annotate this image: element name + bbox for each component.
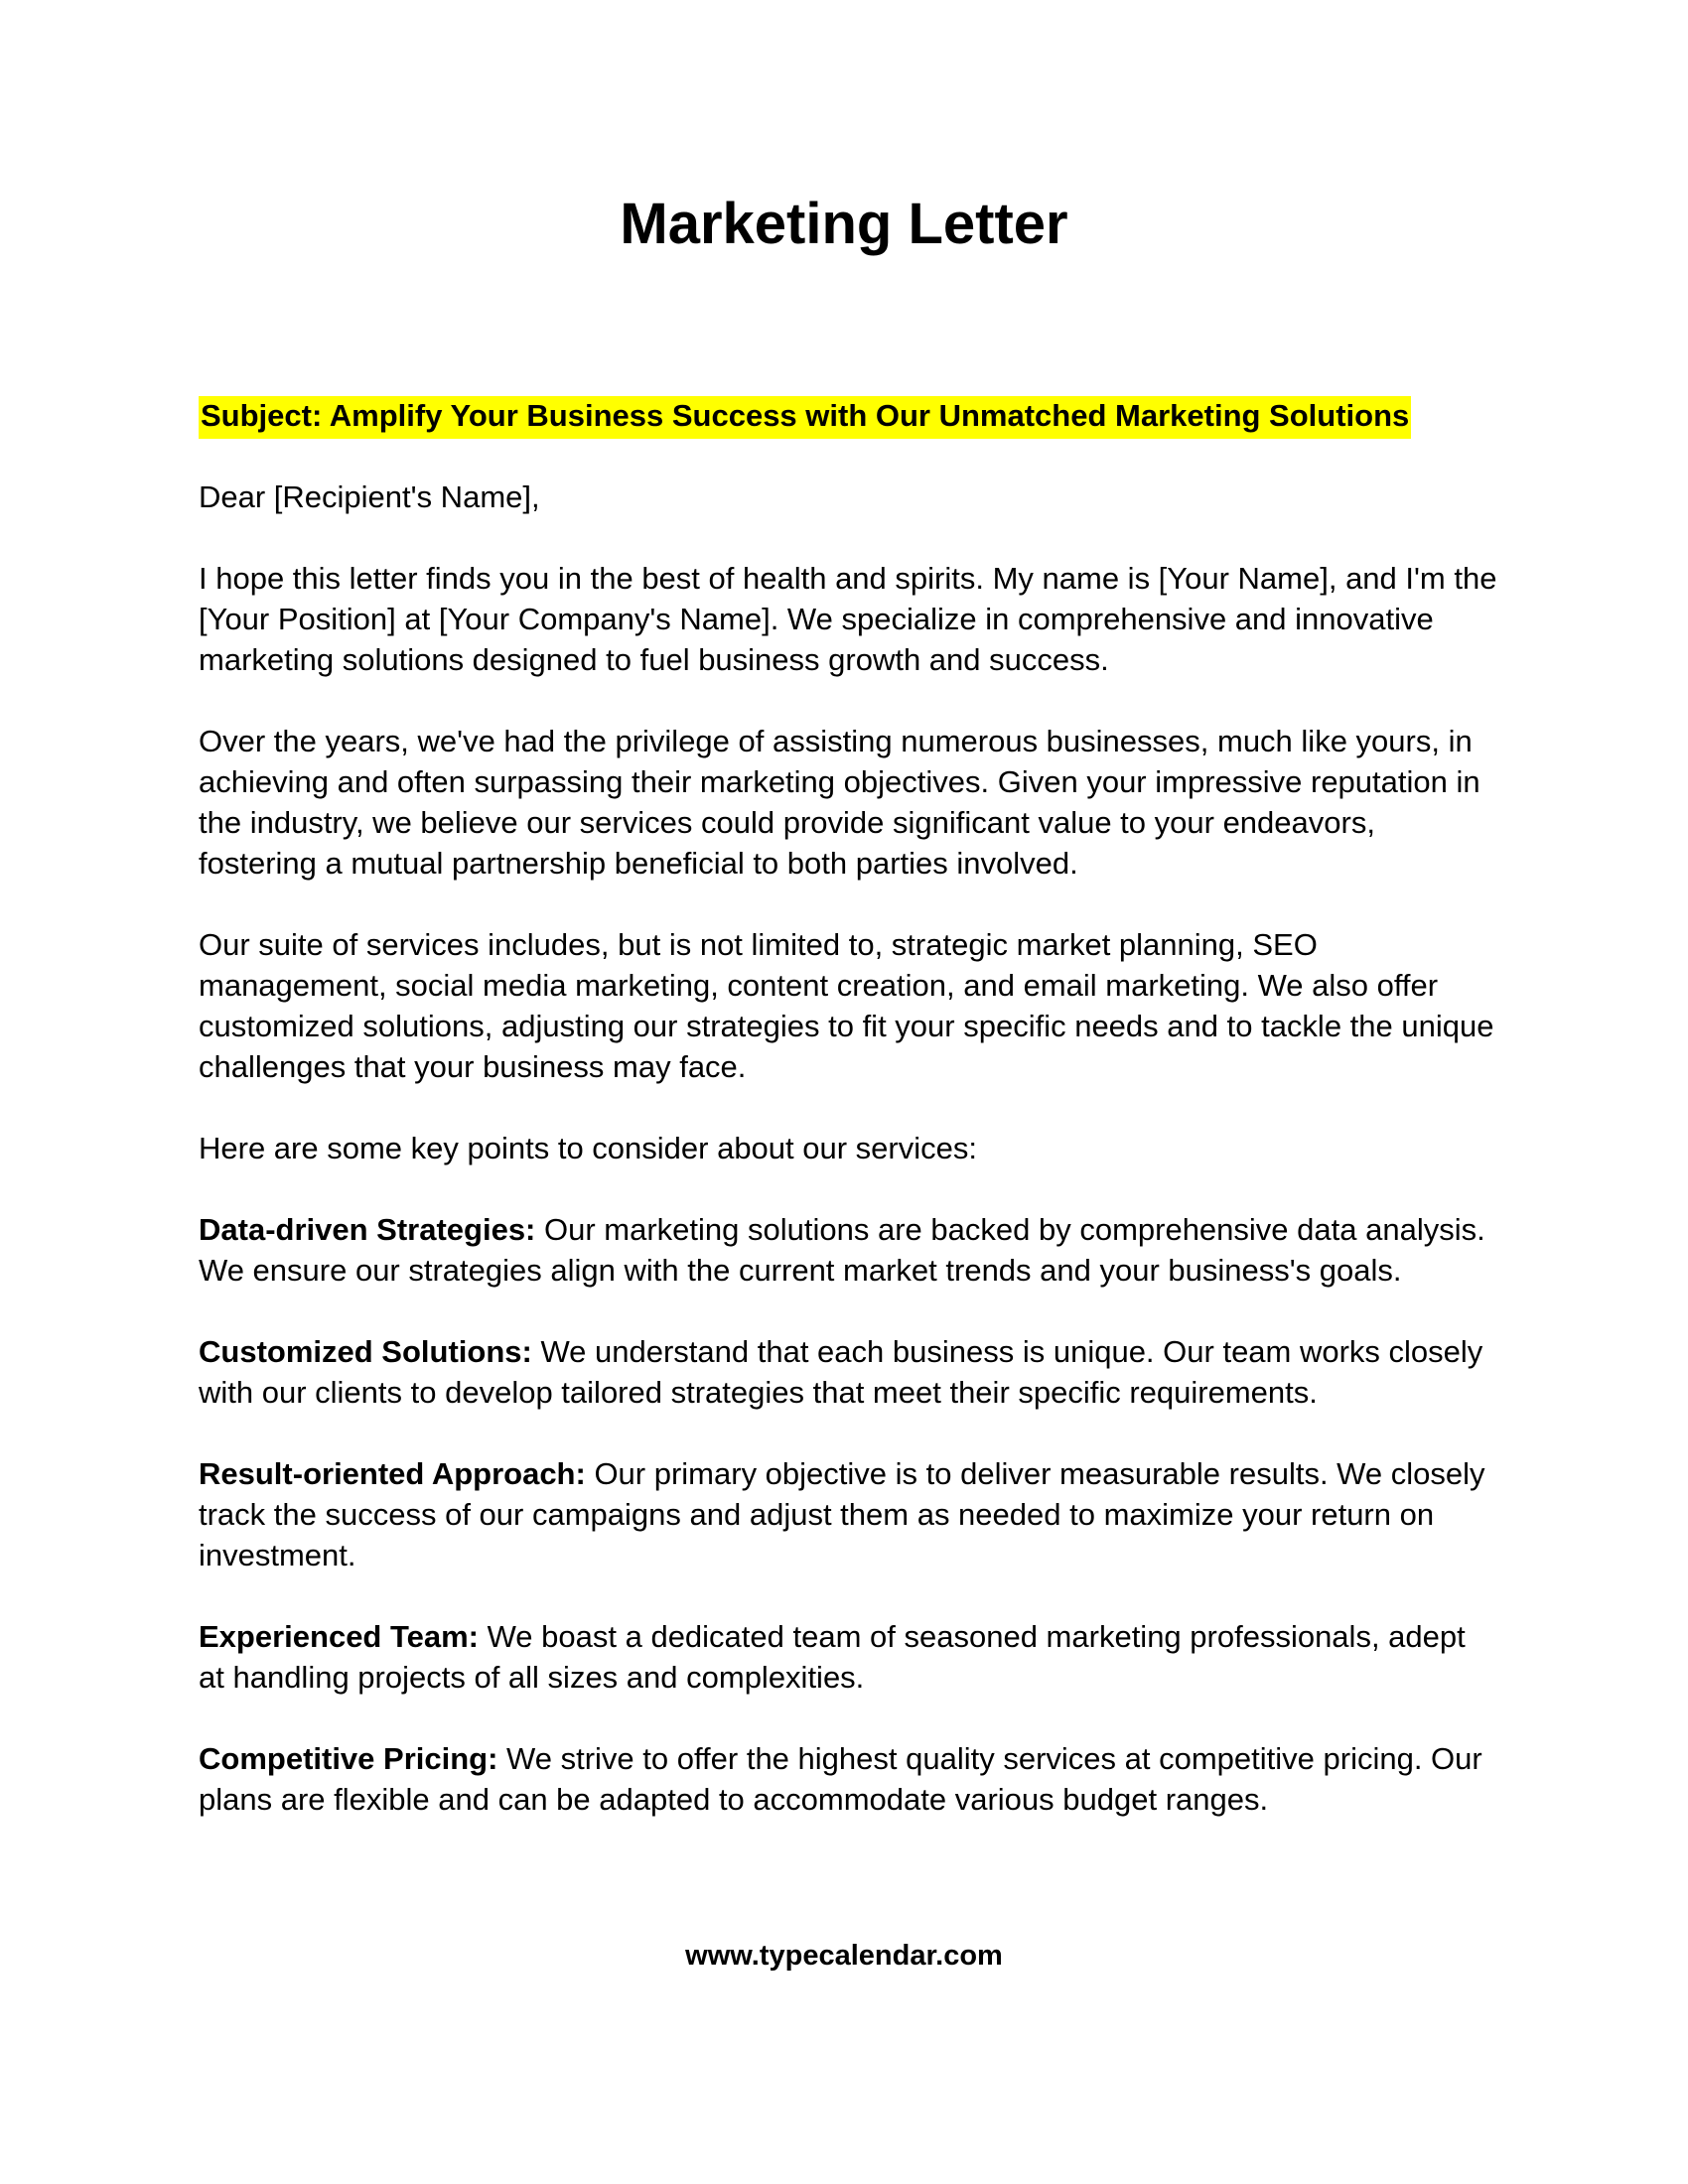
- paragraph-services: Our suite of services includes, but is not limited to, strategic market planning, SEO management, social media marketing, content creation, and email marketing. We also offer customized solutions, adjusting our strategies to fit your specific needs and to tackle the unique challenges that your business may face.: [199, 927, 1494, 1084]
- key-point-text: Our primary objective is to deliver measurable results. We closely track the success of our campaigns and adjust them as needed to maximize your return on investment.: [199, 1456, 1485, 1572]
- paragraph-key-points-intro: Here are some key points to consider about our services:: [199, 1131, 977, 1165]
- key-point-text: We strive to offer the highest quality services at competitive pricing. Our plans are flexible and can be adapted to accommodate various budget ranges.: [199, 1741, 1482, 1817]
- key-point-text: Our marketing solutions are backed by comprehensive data analysis. We ensure our strategies align with the current market trends and your business's goals.: [199, 1212, 1485, 1288]
- paragraph-experience: Over the years, we've had the privilege of assisting numerous businesses, much like yours, in achieving and often surpassing their marketing objectives. Given your impressive reputation in the industry, we believe our services could provide significant value to your endeavors, fostering a mutual partnership beneficial to both parties involved.: [199, 724, 1480, 881]
- key-point-label: Customized Solutions:: [199, 1334, 532, 1369]
- key-point-text: We boast a dedicated team of seasoned marketing professionals, adept at handling projects of all sizes and complexities.: [199, 1619, 1466, 1695]
- key-point-label: Competitive Pricing:: [199, 1741, 498, 1776]
- paragraph-intro: I hope this letter finds you in the best of health and spirits. My name is [Your Name], and I'm the [Your Position] at [Your Company's Name]. We specialize in comprehensive and innovative marketing solutions designed to fuel business growth and success.: [199, 561, 1497, 677]
- salutation: Dear [Recipient's Name],: [199, 479, 540, 514]
- key-point: [199, 1209, 1499, 1291]
- letter-body: [199, 395, 1499, 1860]
- key-point-text: We understand that each business is unique. Our team works closely with our clients to develop tailored strategies that meet their specific requirements.: [199, 1334, 1483, 1410]
- subject-line: Subject: Amplify Your Business Success with Our Unmatched Marketing Solutions: [199, 396, 1411, 439]
- key-point-label: Result-oriented Approach:: [199, 1456, 586, 1491]
- key-point: [199, 1331, 1499, 1413]
- key-point: [199, 1453, 1499, 1575]
- key-point: [199, 1738, 1499, 1820]
- key-point: [199, 1616, 1499, 1698]
- key-point-label: Experienced Team:: [199, 1619, 479, 1654]
- document-title: Marketing Letter: [620, 192, 1068, 256]
- subject-line-block: [199, 395, 1499, 436]
- key-point-label: Data-driven Strategies:: [199, 1212, 536, 1247]
- footer-website: www.typecalendar.com: [685, 1940, 1003, 1972]
